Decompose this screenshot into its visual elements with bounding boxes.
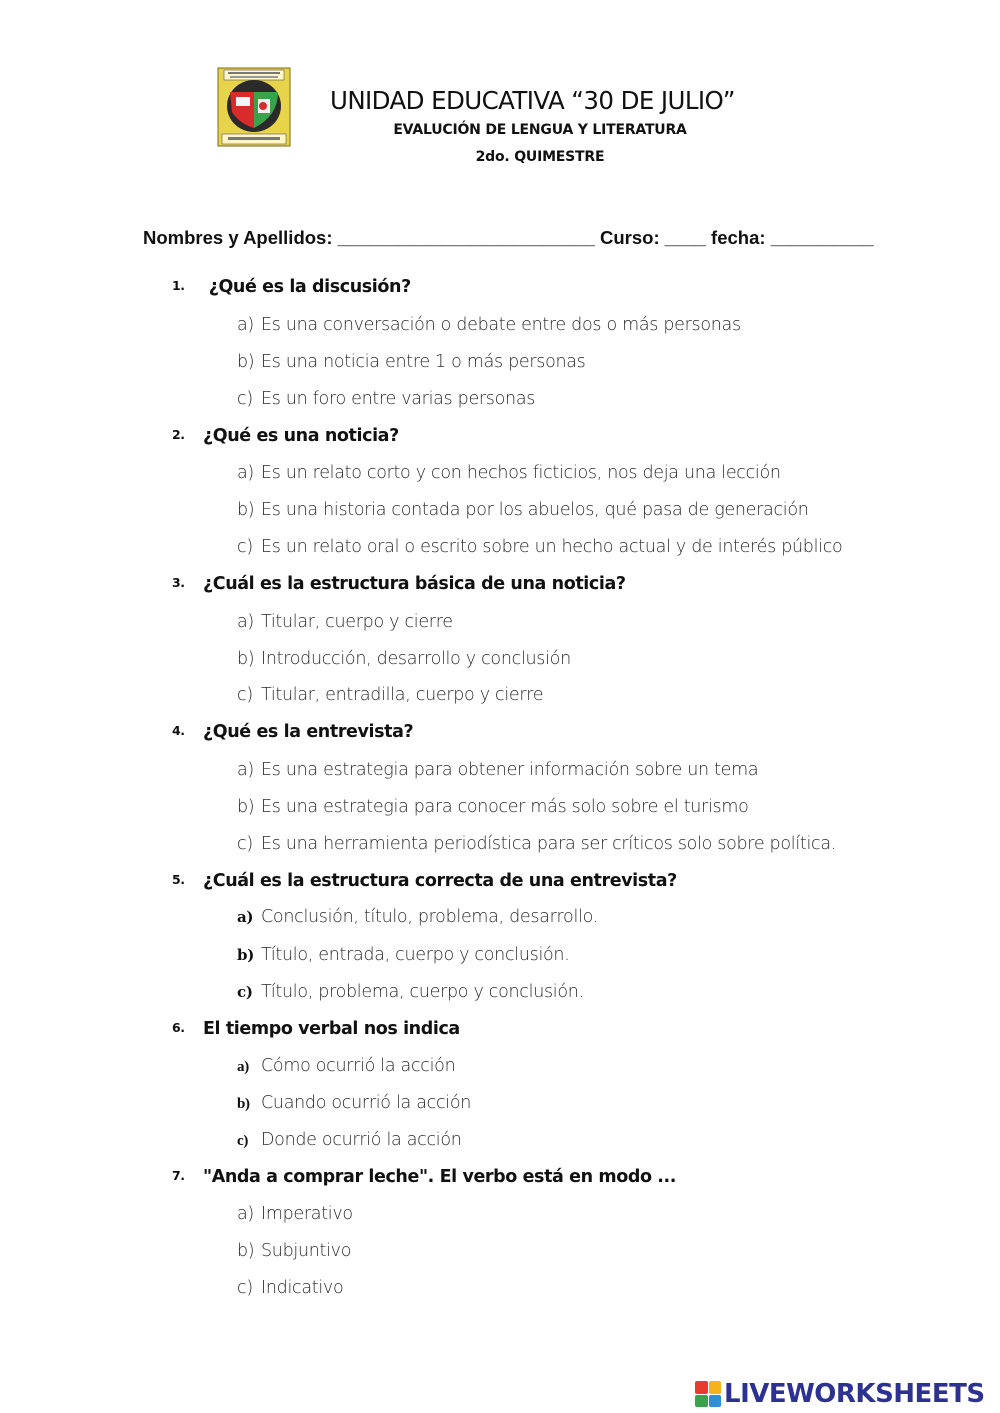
option-text: Introducción, desarrollo y conclusión [261, 649, 571, 669]
option-letter: a) [237, 315, 254, 335]
question-3 [172, 574, 626, 594]
question-4 [172, 722, 413, 742]
option-text: Es una historia contada por los abuelos, qué pasa de generación [261, 500, 809, 520]
option-letter: b) [237, 797, 255, 817]
option-letter: b) [237, 649, 255, 669]
option-letter: c) [237, 537, 253, 557]
option-6a [237, 1056, 455, 1076]
option-letter: a) [237, 760, 254, 780]
option-letter: c) [237, 1133, 249, 1149]
option-3c [237, 685, 543, 705]
option-text: Indicativo [261, 1278, 344, 1298]
school-name: UNIDAD EDUCATIVA “30 DE JULIO” [330, 86, 735, 115]
school-logo [216, 66, 292, 148]
option-7a [237, 1204, 353, 1224]
option-3a [237, 612, 453, 632]
option-letter: b) [237, 1096, 250, 1112]
option-1c [237, 389, 535, 409]
option-text: Es un relato oral o escrito sobre un hecho actual y de interés público [261, 537, 843, 557]
option-5c [237, 982, 584, 1002]
question-number: 6. [172, 1020, 185, 1035]
question-2 [172, 426, 399, 446]
option-text: Título, entrada, cuerpo y conclusión. [261, 945, 570, 965]
option-1a [237, 315, 741, 335]
option-letter: b) [237, 946, 254, 964]
option-text: Es una conversación o debate entre dos o más personas [261, 315, 741, 335]
question-number: 7. [172, 1168, 185, 1183]
option-text: Titular, cuerpo y cierre [261, 612, 453, 632]
option-text: Es un foro entre varias personas [261, 389, 536, 409]
option-2c [237, 537, 842, 557]
option-text: Cuando ocurrió la acción [261, 1093, 472, 1113]
question-number: 5. [172, 872, 185, 887]
option-text: Donde ocurrió la acción [261, 1130, 462, 1150]
option-letter: c) [237, 389, 253, 409]
question-text: ¿Qué es la discusión? [203, 277, 411, 297]
question-text: ¿Qué es la entrevista? [203, 722, 414, 742]
option-text: Es una estrategia para conocer más solo sobre el turismo [261, 797, 749, 817]
option-text: Título, problema, cuerpo y conclusión. [261, 982, 584, 1002]
option-letter: c) [237, 685, 253, 705]
question-text: ¿Cuál es la estructura básica de una noticia? [203, 574, 626, 594]
option-letter: a) [237, 1059, 249, 1075]
option-5b [237, 945, 569, 965]
option-letter: c) [237, 983, 253, 1001]
option-5a [237, 907, 598, 927]
option-7b [237, 1241, 351, 1261]
option-letter: c) [237, 834, 253, 854]
option-letter: b) [237, 1241, 255, 1261]
option-text: Imperativo [261, 1204, 353, 1224]
question-number: 4. [172, 723, 185, 738]
option-letter: b) [237, 352, 255, 372]
option-letter: a) [237, 908, 254, 926]
option-4a [237, 760, 758, 780]
option-text: Conclusión, título, problema, desarrollo. [261, 907, 598, 927]
option-text: Es una estrategia para obtener información sobre un tema [261, 760, 759, 780]
question-number: 2. [172, 427, 185, 442]
question-6 [172, 1019, 460, 1039]
option-text: Es una herramienta periodística para ser críticos solo sobre política. [261, 834, 837, 854]
option-2a [237, 463, 781, 483]
question-1 [172, 277, 411, 297]
option-4c [237, 834, 836, 854]
option-letter: a) [237, 612, 254, 632]
option-7c [237, 1278, 343, 1298]
option-1b [237, 352, 586, 372]
question-5 [172, 871, 677, 891]
option-3b [237, 649, 571, 669]
option-letter: c) [237, 1278, 253, 1298]
option-text: Titular, entradilla, cuerpo y cierre [261, 685, 544, 705]
brand-name: LIVEWORKSHEETS [724, 1379, 985, 1409]
question-number: 3. [172, 575, 185, 590]
question-number: 1. [172, 278, 185, 293]
liveworksheets-logo [695, 1377, 985, 1411]
option-letter: a) [237, 1204, 254, 1224]
option-6b [237, 1093, 471, 1113]
exam-title: EVALUCIÓN DE LENGUA Y LITERATURA [393, 122, 687, 138]
option-text: Subjuntivo [261, 1241, 352, 1261]
option-text: Es un relato corto y con hechos ficticios, nos deja una lección [261, 463, 781, 483]
question-text: "Anda a comprar leche". El verbo está en modo ... [203, 1167, 677, 1187]
question-7 [172, 1167, 676, 1187]
option-text: Es una noticia entre 1 o más personas [261, 352, 586, 372]
option-letter: a) [237, 463, 254, 483]
option-6c [237, 1130, 462, 1150]
option-letter: b) [237, 500, 255, 520]
student-info-line: Nombres y Apellidos: _________________________ Curso: ____ fecha: __________ [143, 227, 874, 248]
term-label: 2do. QUIMESTRE [475, 149, 605, 165]
option-4b [237, 797, 749, 817]
question-text: ¿Cuál es la estructura correcta de una entrevista? [203, 871, 677, 891]
liveworksheets-icon [695, 1381, 721, 1407]
option-text: Cómo ocurrió la acción [261, 1056, 456, 1076]
option-2b [237, 500, 809, 520]
question-text: El tiempo verbal nos indica [203, 1019, 460, 1039]
question-text: ¿Qué es una noticia? [203, 426, 399, 446]
